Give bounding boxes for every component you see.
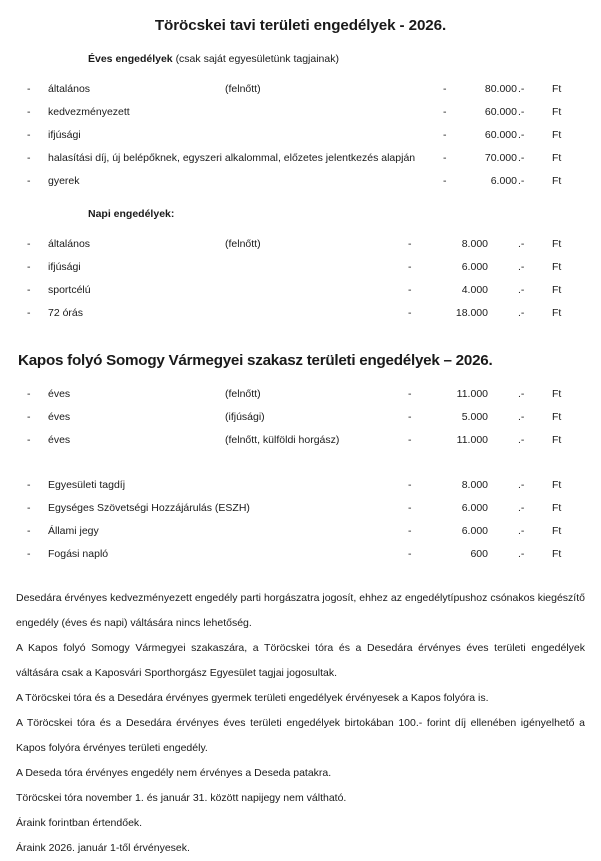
table-row [0, 147, 601, 170]
row-dash: - [443, 106, 447, 118]
note-paragraph: A Töröcskei tóra és a Desedára érvényes éves területi engedélyek birtokában 100.- forint díj ellenében igényelhető a Kapos folyóra érvényes területi engedély. [16, 717, 585, 754]
row-label: általános [48, 83, 91, 95]
row-bullet: - [27, 479, 31, 491]
table-row [0, 170, 601, 193]
row-bullet: - [27, 502, 31, 514]
row-qualifier: (ifjúsági) [225, 411, 265, 423]
row-label: általános [48, 238, 91, 250]
spacer [0, 371, 601, 383]
spacer [0, 452, 601, 474]
row-dash: - [408, 548, 412, 560]
table-row [0, 302, 601, 325]
subheading-daily-permits [0, 207, 601, 221]
table-row [0, 78, 601, 101]
page-title-kapos: Kapos folyó Somogy Vármegyei szakasz területi engedélyek – 2026. [18, 352, 493, 369]
row-qualifier: (felnőtt) [225, 238, 261, 250]
note-paragraph: A Deseda tóra érvényes engedély nem érvényes a Deseda patakra. [16, 767, 332, 779]
row-currency: Ft [552, 238, 562, 250]
table-row [0, 520, 601, 543]
row-currency: Ft [552, 411, 562, 423]
table-row [0, 429, 601, 452]
row-suffix: .- [518, 434, 525, 446]
row-suffix: .- [518, 502, 525, 514]
spacer [0, 66, 601, 78]
row-currency: Ft [552, 502, 562, 514]
row-amount: 6.000 [490, 175, 517, 187]
subheading-yearly-note: (csak saját egyesületünk tagjainak) [175, 53, 339, 65]
row-dash: - [443, 152, 447, 164]
price-list-yearly [0, 78, 601, 193]
row-label: éves [48, 411, 71, 423]
note-paragraph: A Kapos folyó Somogy Vármegyei szakaszára, a Töröcskei tóra és a Desedára érvényes éves területi engedélyek váltására csak a Kaposvári Sporthorgász Egyesület tagjai jogosultak. [16, 642, 585, 679]
subheading-yearly-permits [0, 52, 601, 66]
row-label: éves [48, 388, 71, 400]
spacer [0, 193, 601, 207]
row-bullet: - [27, 411, 31, 423]
table-row [0, 124, 601, 147]
row-currency: Ft [552, 129, 562, 141]
spacer [0, 325, 601, 351]
row-suffix: .- [518, 525, 525, 537]
row-suffix: .- [518, 548, 525, 560]
row-suffix: .- [518, 479, 525, 491]
note-paragraph: Desedára érvényes kedvezményezett engedély parti horgászatra jogosít, ehhez az engedélytípushoz csónakos kiegészítő engedély (éves és napi) váltására nincs lehetőség. [16, 592, 585, 629]
row-currency: Ft [552, 388, 562, 400]
row-bullet: - [27, 83, 31, 95]
row-amount: 4.000 [461, 284, 488, 296]
row-label: kedvezményezett [48, 106, 130, 118]
row-dash: - [408, 307, 412, 319]
row-label: Fogási napló [48, 548, 109, 560]
row-dash: - [408, 525, 412, 537]
row-dash: - [443, 83, 447, 95]
row-bullet: - [27, 307, 31, 319]
row-amount: 11.000 [456, 388, 488, 400]
row-suffix: .- [518, 175, 525, 187]
table-row [0, 497, 601, 520]
row-currency: Ft [552, 479, 562, 491]
row-bullet: - [27, 284, 31, 296]
row-dash: - [408, 261, 412, 273]
price-list-kapos-yearly [0, 383, 601, 452]
row-dash: - [443, 129, 447, 141]
table-row [0, 474, 601, 497]
row-amount: 6.000 [461, 261, 488, 273]
row-amount: 60.000 [484, 129, 517, 141]
row-label: ifjúsági [48, 261, 81, 273]
row-amount: 600 [470, 548, 488, 560]
row-currency: Ft [552, 307, 562, 319]
row-dash: - [408, 502, 412, 514]
row-dash: - [408, 479, 412, 491]
page-title-toroscskei: Töröcskei tavi területi engedélyek - 2026. [154, 17, 447, 34]
row-qualifier: (felnőtt) [225, 83, 261, 95]
row-amount: 6.000 [461, 525, 488, 537]
row-label: Egyesületi tagdíj [48, 479, 126, 491]
row-currency: Ft [552, 83, 562, 95]
row-label: ifjúsági [48, 129, 81, 141]
row-amount: 8.000 [461, 479, 488, 491]
row-dash: - [408, 238, 412, 250]
row-suffix: .- [518, 261, 525, 273]
row-suffix: .- [518, 152, 525, 164]
row-currency: Ft [552, 284, 562, 296]
row-label: Egységes Szövetségi Hozzájárulás (ESZH) [48, 502, 250, 514]
row-dash: - [408, 434, 412, 446]
row-bullet: - [27, 388, 31, 400]
subheading-daily-bold: Napi engedélyek: [88, 208, 175, 220]
table-row [0, 279, 601, 302]
row-suffix: .- [518, 411, 525, 423]
note-paragraph: A Töröcskei tóra és a Desedára érvényes gyermek területi engedélyek érvényesek a Kapos folyóra is. [16, 692, 489, 704]
row-currency: Ft [552, 525, 562, 537]
row-bullet: - [27, 434, 31, 446]
row-bullet: - [27, 525, 31, 537]
row-currency: Ft [552, 175, 562, 187]
row-amount: 6.000 [461, 502, 488, 514]
row-bullet: - [27, 175, 31, 187]
table-row [0, 256, 601, 279]
table-row [0, 406, 601, 429]
row-amount: 11.000 [456, 434, 488, 446]
row-label: 72 órás [48, 307, 84, 319]
row-bullet: - [27, 261, 31, 273]
subheading-yearly-bold: Éves engedélyek [88, 53, 176, 65]
row-currency: Ft [552, 261, 562, 273]
table-row [0, 543, 601, 566]
note-paragraph: Töröcskei tóra november 1. és január 31. között napijegy nem váltható. [16, 792, 347, 804]
row-amount: 80.000 [484, 83, 517, 95]
price-list-kapos-fees [0, 474, 601, 566]
row-bullet: - [27, 238, 31, 250]
row-currency: Ft [552, 548, 562, 560]
row-suffix: .- [518, 106, 525, 118]
row-qualifier: (felnőtt) [225, 388, 261, 400]
table-row [0, 383, 601, 406]
row-suffix: .- [518, 388, 525, 400]
spacer [0, 566, 601, 586]
row-suffix: .- [518, 284, 525, 296]
row-suffix: .- [518, 238, 525, 250]
spacer [0, 36, 601, 52]
row-amount: 60.000 [484, 106, 517, 118]
row-amount: 70.000 [484, 152, 517, 164]
row-dash: - [408, 411, 412, 423]
row-label: éves [48, 434, 71, 446]
row-label: sportcélú [48, 284, 91, 296]
table-row [0, 233, 601, 256]
row-label: Állami jegy [48, 525, 99, 537]
row-bullet: - [27, 152, 31, 164]
row-label: gyerek [48, 175, 80, 187]
note-paragraph: Áraink forintban értendőek. [16, 817, 143, 829]
row-bullet: - [27, 129, 31, 141]
note-paragraph: Áraink 2026. január 1-től érvényesek. [16, 842, 190, 854]
notes-section [0, 586, 601, 861]
row-label: halasítási díj, új belépőknek, egyszeri alkalommal, előzetes jelentkezés alapján [48, 152, 416, 164]
row-suffix: .- [518, 307, 525, 319]
row-qualifier: (felnőtt, külföldi horgász) [225, 434, 340, 446]
row-bullet: - [27, 548, 31, 560]
row-amount: 5.000 [461, 411, 488, 423]
row-suffix: .- [518, 129, 525, 141]
row-amount: 8.000 [461, 238, 488, 250]
row-currency: Ft [552, 106, 562, 118]
spacer [0, 221, 601, 233]
row-bullet: - [27, 106, 31, 118]
row-amount: 18.000 [455, 307, 488, 319]
row-currency: Ft [552, 434, 562, 446]
price-list-daily [0, 233, 601, 325]
row-suffix: .- [518, 83, 525, 95]
row-currency: Ft [552, 152, 562, 164]
row-dash: - [443, 175, 447, 187]
row-dash: - [408, 388, 412, 400]
table-row [0, 101, 601, 124]
row-dash: - [408, 284, 412, 296]
